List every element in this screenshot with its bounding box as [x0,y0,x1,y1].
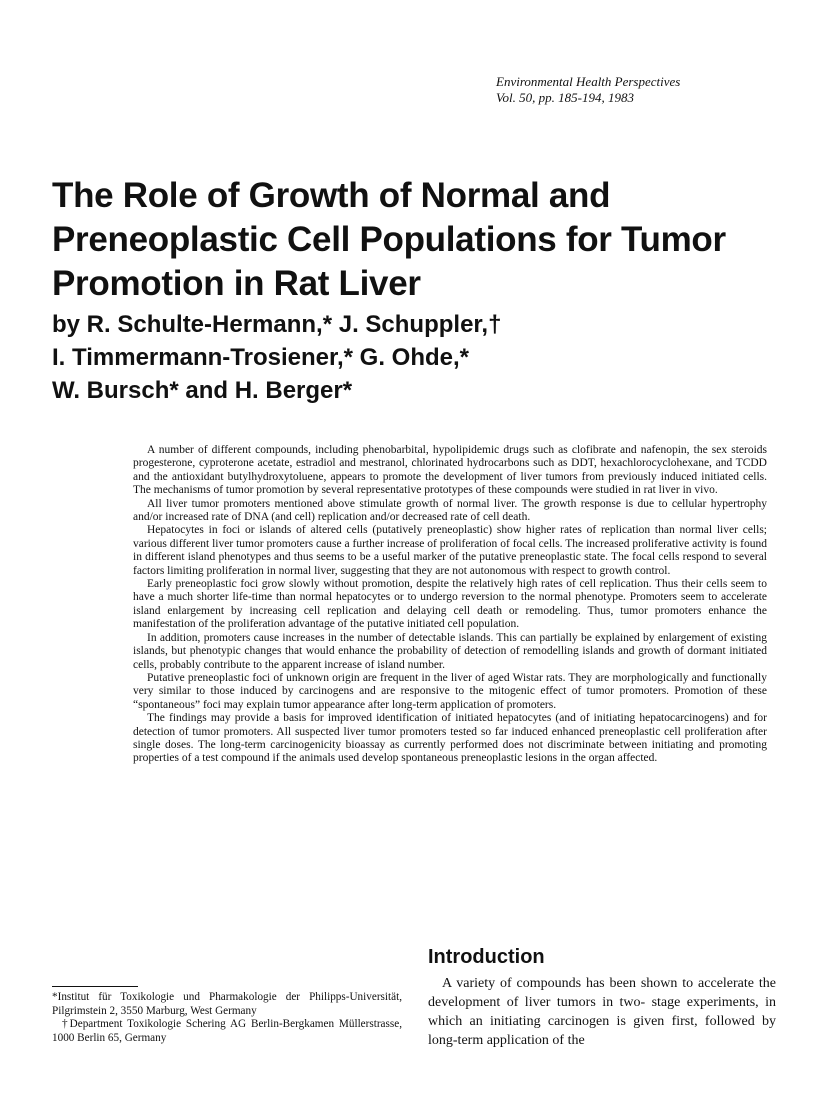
byline-line: by R. Schulte-Hermann,* J. Schuppler,† [52,311,502,338]
footnote-affiliation-2: †Department Toxikologie Schering AG Berlin-Bergkamen Müllerstrasse, 1000 Berlin 65, Germany [52,1018,402,1044]
introduction-heading: Introduction [428,946,545,968]
title-line: Promotion in Rat Liver [52,264,421,303]
abstract-paragraph: In addition, promoters cause increases in the number of detectable islands. This can partially be explained by enlargement of existing islands, but phenotypic changes that would enhance the probability of detection of remodelling islands and growth of dormant initiated cells, probably contribute to the apparent increase of island number. [133,631,767,671]
introduction-paragraph: A variety of compounds has been shown to accelerate the development of liver tumors in two- stage experiments, in which an initiating carcinogen is given first, followed by long-term application of the [428,976,776,1048]
title-line: Preneoplastic Cell Populations for Tumor [52,220,726,259]
abstract-paragraph: The findings may provide a basis for improved identification of initiated hepatocytes (and of initiating hepatocarcinogens) and for detection of tumor promoters. All suspected liver tumor promoters tested so far induced enhanced preneoplastic cell proliferation after single doses. The long-term carcinogenicity bioassay as currently performed does not discriminate between initiating and promoting properties of a test compound if the animals used develop spontaneous preneoplastic lesions in the organ affected. [133,712,767,765]
author-byline [52,308,792,407]
abstract-paragraph: Early preneoplastic foci grow slowly without promotion, despite the relatively high rates of cell replication. Thus their cells seem to have a much shorter life-time than normal hepatocytes or to undergo reversion to the normal phenotype. Promoters seem to accelerate island enlargement by increasing cell replication and delaying cell death or remodeling. Thus, tumor promoters enhance the manifestation of the proliferation advantage of the putative initiated cell population. [133,578,767,631]
footnote-divider [52,986,138,987]
title-line: The Role of Growth of Normal and [52,176,611,215]
affiliation-footnotes [52,991,402,1045]
byline-line: W. Bursch* and H. Berger* [52,377,353,404]
journal-citation [496,74,776,106]
introduction-body [428,974,776,1050]
abstract-paragraph: Putative preneoplastic foci of unknown origin are frequent in the liver of aged Wistar rats. They are morphologically and functionally very similar to those induced by carcinogens and are responsive to the mitogenic effect of tumor promoters. Promotion of these “spontaneous” foci may explain tumor appearance after long-term application of promoters. [133,671,767,711]
byline-line: I. Timmermann-Trosiener,* G. Ohde,* [52,344,470,371]
footnote-affiliation-1: *Institut für Toxikologie und Pharmakologie der Philipps-Universität, Pilgrimstein 2, 3550 Marburg, West Germany [52,991,402,1017]
abstract-paragraph: A number of different compounds, including phenobarbital, hypolipidemic drugs such as clofibrate and nafenopin, the sex steroids progesterone, cyproterone acetate, estradiol and mestranol, chlorinated hydrocarbons such as DDT, hexachlorocyclohexane, and TCDD and the antioxidant butylhydroxytoluene, appears to promote the development of liver tumors from previously induced initiated cells. The mechanisms of tumor promotion by several representative prototypes of these compounds were studied in rat liver in vivo. [133,444,767,497]
journal-name: Environmental Health Perspectives [496,74,681,89]
abstract-paragraph: All liver tumor promoters mentioned above stimulate growth of normal liver. The growth response is due to cellular hypertrophy and/or increased rate of DNA (and cell) replication and/or decreased rate of cell death. [133,497,767,524]
abstract [133,444,767,766]
abstract-paragraph: Hepatocytes in foci or islands of altered cells (putatively preneoplastic) show higher rates of replication than normal liver cells; various different liver tumor promoters cause a further increase of proliferation of focal cells. The increased proliferative activity is found in different island phenotypes and thus seems to be a useful marker of the putative preneoplastic state. The focal cells respond to several factors limiting proliferation in normal liver, suggesting that they are not autonomous with respect to growth control. [133,524,767,577]
paper-title [52,174,792,306]
journal-volume-pages: Vol. 50, pp. 185-194, 1983 [496,90,634,105]
